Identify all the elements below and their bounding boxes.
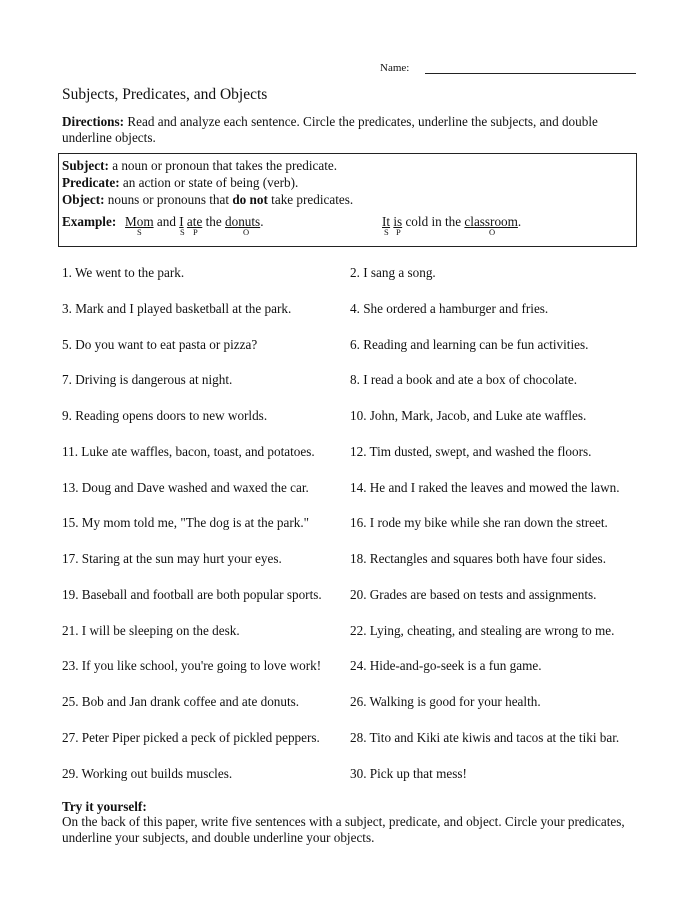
question-item: 23. If you like school, you're going to love work!: [62, 658, 322, 673]
example-label: Example:: [62, 214, 117, 229]
example2-predicate: is: [393, 214, 403, 229]
try-it-text: On the back of this paper, write five sentences with a subject, predicate, and object. Circle your predicates, underline your subjects, and double underline your objects.: [62, 814, 625, 845]
directions-label: Directions:: [62, 114, 125, 129]
example1-mark-s2: S: [180, 227, 185, 237]
question-item: 20. Grades are based on tests and assignments.: [350, 587, 597, 602]
question-item: 8. I read a book and ate a box of chocolate.: [350, 372, 578, 387]
example-sentence-2: [382, 214, 521, 230]
predicate-text: an action or state of being (verb).: [119, 175, 299, 190]
predicate-label: Predicate:: [62, 175, 120, 190]
question-item: 12. Tim dusted, swept, and washed the floors.: [350, 444, 592, 459]
question-item: 10. John, Mark, Jacob, and Luke ate waffles.: [350, 408, 587, 423]
directions-text: Read and analyze each sentence. Circle the predicates, underline the subjects, and double underline objects.: [62, 114, 598, 145]
question-item: 25. Bob and Jan drank coffee and ate donuts.: [62, 694, 300, 709]
example1-mark-o: O: [243, 227, 250, 237]
question-item: 9. Reading opens doors to new worlds.: [62, 408, 268, 423]
example1-subject2: I: [179, 214, 184, 229]
question-item: 16. I rode my bike while she ran down the street.: [350, 515, 608, 530]
question-item: 24. Hide-and-go-seek is a fun game.: [350, 658, 542, 673]
example2-mid: cold in the: [402, 214, 465, 229]
question-item: 19. Baseball and football are both popular sports.: [62, 587, 322, 602]
name-field[interactable]: [380, 60, 650, 80]
question-item: 22. Lying, cheating, and stealing are wrong to me.: [350, 623, 615, 638]
question-item: 21. I will be sleeping on the desk.: [62, 623, 240, 638]
question-item: 18. Rectangles and squares both have four sides.: [350, 551, 606, 566]
try-it-heading: Try it yourself:: [62, 799, 147, 814]
example2-end: .: [517, 214, 522, 229]
example1-mid: the: [202, 214, 226, 229]
name-underline[interactable]: [425, 73, 636, 74]
object-label: Object:: [62, 192, 105, 207]
object-emphasis: do not: [232, 192, 268, 207]
page-title: Subjects, Predicates, and Objects: [62, 86, 268, 103]
example1-mark-s: S: [137, 227, 142, 237]
directions: [62, 114, 642, 146]
question-item: 17. Staring at the sun may hurt your eyes.: [62, 551, 282, 566]
object-text-after: take predicates.: [267, 192, 354, 207]
question-item: 30. Pick up that mess!: [350, 766, 467, 781]
example2-mark-o: O: [489, 227, 496, 237]
subject-definition: [62, 157, 353, 174]
question-item: 11. Luke ate waffles, bacon, toast, and potatoes.: [62, 444, 315, 459]
example1-subject: Mom: [125, 214, 154, 229]
definitions-list: [62, 157, 353, 208]
question-item: 27. Peter Piper picked a peck of pickled peppers.: [62, 730, 320, 745]
subject-text: a noun or pronoun that takes the predicate.: [108, 158, 338, 173]
question-item: 5. Do you want to eat pasta or pizza?: [62, 337, 258, 352]
example2-mark-s: S: [384, 227, 389, 237]
subject-label: Subject:: [62, 158, 109, 173]
example1-mark-p: P: [193, 227, 198, 237]
question-item: 3. Mark and I played basketball at the park.: [62, 301, 292, 316]
question-item: 13. Doug and Dave washed and waxed the car.: [62, 480, 309, 495]
question-item: 6. Reading and learning can be fun activities.: [350, 337, 589, 352]
question-item: 7. Driving is dangerous at night.: [62, 372, 233, 387]
object-definition: [62, 191, 353, 208]
example2-mark-p: P: [396, 227, 401, 237]
example1-end: .: [260, 214, 264, 229]
question-item: 14. He and I raked the leaves and mowed the lawn.: [350, 480, 620, 495]
example1-object: donuts: [225, 214, 261, 229]
predicate-definition: [62, 174, 353, 191]
question-item: 26. Walking is good for your health.: [350, 694, 541, 709]
example1-and: and: [153, 214, 180, 229]
example2-subject: It: [382, 214, 391, 229]
question-item: 29. Working out builds muscles.: [62, 766, 233, 781]
example2-object: classroom: [464, 214, 518, 229]
object-text-before: nouns or pronouns that: [104, 192, 233, 207]
question-item: 4. She ordered a hamburger and fries.: [350, 301, 549, 316]
question-item: 1. We went to the park.: [62, 265, 185, 280]
question-item: 2. I sang a song.: [350, 265, 436, 280]
example1-predicate: ate: [186, 214, 203, 229]
question-item: 15. My mom told me, "The dog is at the park.": [62, 515, 310, 530]
name-label: Name:: [380, 62, 410, 74]
question-item: 28. Tito and Kiki ate kiwis and tacos at the tiki bar.: [350, 730, 620, 745]
